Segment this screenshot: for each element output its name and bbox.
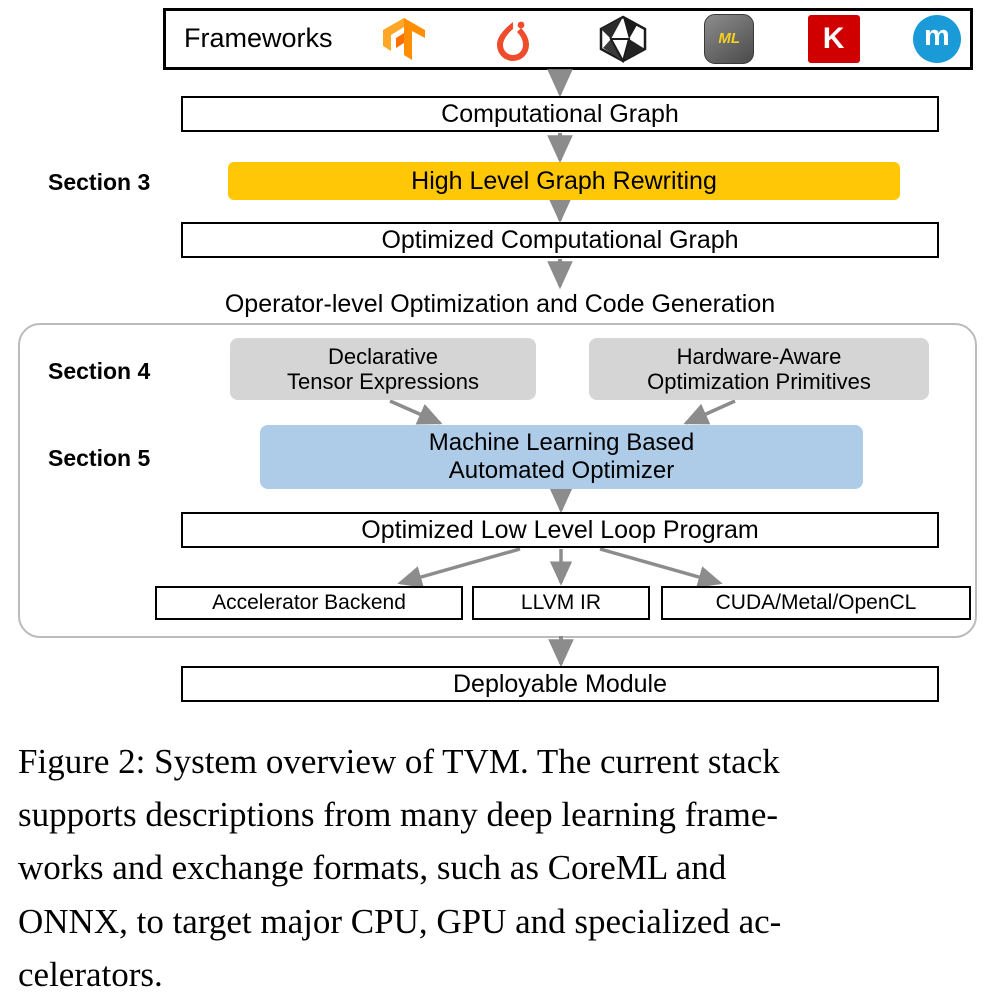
caption-line: ONNX, to target major CPU, GPU and specialized ac- (18, 901, 782, 941)
figure-caption (18, 735, 984, 1001)
declarative-line-1: Declarative (327, 343, 439, 369)
ml-optimizer-line-2: Automated Optimizer (448, 457, 675, 484)
operator-level-caption: Operator-level Optimization and Code Generation (224, 290, 776, 318)
keras-logo-text: K (822, 21, 845, 55)
mxnet-logo (913, 15, 961, 63)
node-high-level-graph-rewriting: High Level Graph Rewriting (228, 162, 900, 200)
coreml-logo (704, 14, 754, 64)
frameworks-label: Frameworks (184, 23, 333, 54)
caption-line: celerators. (18, 954, 163, 994)
frameworks-bar (163, 8, 973, 70)
node-optimized-low-level-loop-program: Optimized Low Level Loop Program (181, 512, 939, 548)
node-hardware-aware-optimization-primitives (589, 338, 929, 400)
node-deployable-module: Deployable Module (181, 666, 939, 702)
mxnet-logo-text: m (924, 20, 950, 52)
framework-logos (376, 11, 971, 67)
caption-line: works and exchange formats, such as CoreML and (18, 848, 727, 888)
node-optimized-computational-graph: Optimized Computational Graph (181, 222, 939, 258)
hardware-line-2: Optimization Primitives (647, 369, 871, 394)
node-cuda-metal-opencl: CUDA/Metal/OpenCL (661, 586, 971, 620)
section-label-5: Section 5 (48, 445, 151, 471)
hardware-line-1: Hardware-Aware (676, 343, 842, 369)
node-accelerator-backend: Accelerator Backend (155, 586, 463, 620)
section-label-3: Section 3 (48, 169, 151, 195)
tensorflow-logo (376, 16, 432, 62)
node-computational-graph: Computational Graph (181, 96, 939, 132)
node-declarative-tensor-expressions (230, 338, 536, 400)
onnx-logo (595, 16, 651, 62)
declarative-line-2: Tensor Expressions (287, 369, 479, 394)
coreml-logo-text: ML (718, 30, 740, 48)
section-label-4: Section 4 (48, 358, 151, 384)
keras-logo (808, 15, 860, 63)
node-llvm-ir: LLVM IR (472, 586, 650, 620)
caption-line: supports descriptions from many deep learning frame- (18, 795, 779, 835)
caption-line: Figure 2: System overview of TVM. The current stack (18, 742, 780, 781)
ml-optimizer-line-1: Machine Learning Based (428, 429, 695, 457)
node-ml-based-automated-optimizer (260, 425, 863, 489)
pytorch-logo (485, 16, 541, 62)
